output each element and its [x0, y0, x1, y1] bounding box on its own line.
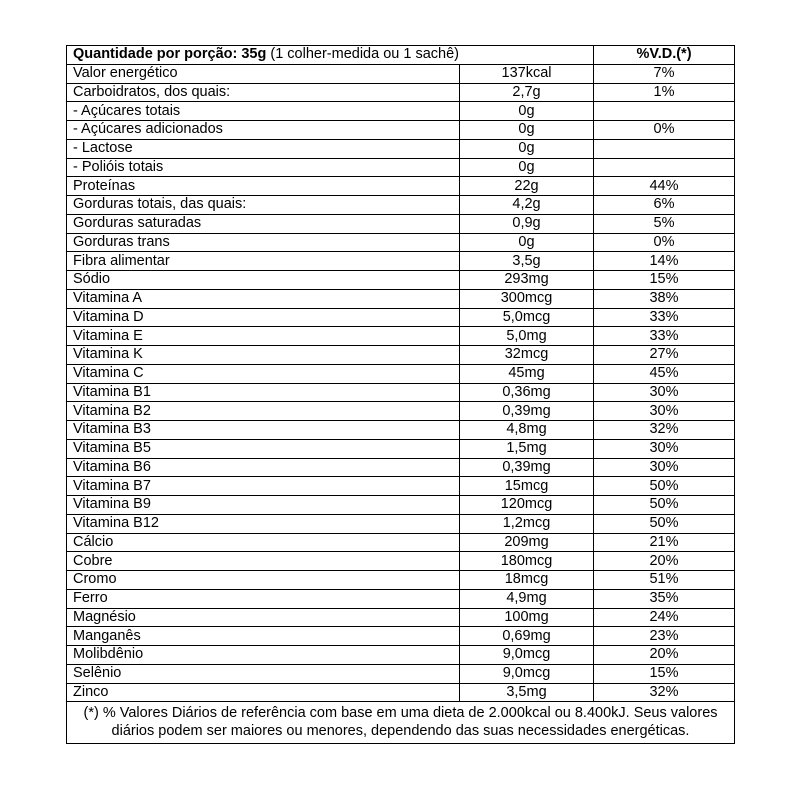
nutrient-name: Gorduras trans — [67, 233, 460, 252]
table-row — [67, 214, 735, 233]
table-row — [67, 158, 735, 177]
nutrient-daily-value: 45% — [594, 364, 735, 383]
nutrient-name: Vitamina E — [67, 327, 460, 346]
table-row — [67, 683, 735, 702]
nutrient-amount: 180mcg — [460, 552, 594, 571]
nutrient-daily-value: 0% — [594, 121, 735, 140]
nutrient-name: Vitamina D — [67, 308, 460, 327]
nutrient-daily-value: 1% — [594, 83, 735, 102]
nutrient-amount: 45mg — [460, 364, 594, 383]
nutrient-amount: 1,5mg — [460, 439, 594, 458]
nutrient-amount: 5,0mcg — [460, 308, 594, 327]
nutrient-daily-value: 30% — [594, 458, 735, 477]
table-row — [67, 327, 735, 346]
table-row — [67, 271, 735, 290]
nutrient-amount: 3,5mg — [460, 683, 594, 702]
serving-size-detail: (1 colher-medida ou 1 sachê) — [266, 46, 459, 63]
nutrient-name: Vitamina B3 — [67, 421, 460, 440]
serving-size-header — [67, 46, 594, 65]
nutrient-name: Ferro — [67, 589, 460, 608]
nutrient-daily-value: 15% — [594, 664, 735, 683]
table-row — [67, 308, 735, 327]
table-row — [67, 646, 735, 665]
nutrient-amount: 0,9g — [460, 214, 594, 233]
table-row — [67, 139, 735, 158]
table-row — [67, 664, 735, 683]
nutrient-name: - Lactose — [67, 139, 460, 158]
nutrient-name: Vitamina B12 — [67, 514, 460, 533]
nutrient-amount: 4,2g — [460, 196, 594, 215]
nutrient-daily-value: 15% — [594, 271, 735, 290]
nutrient-amount: 0,39mg — [460, 458, 594, 477]
nutrient-daily-value: 32% — [594, 683, 735, 702]
nutrient-name: Cromo — [67, 571, 460, 590]
nutrient-daily-value — [594, 102, 735, 121]
nutrient-amount: 0g — [460, 158, 594, 177]
nutrient-amount: 100mg — [460, 608, 594, 627]
table-row — [67, 571, 735, 590]
table-row — [67, 608, 735, 627]
nutrient-name: - Açúcares totais — [67, 102, 460, 121]
nutrient-daily-value: 21% — [594, 533, 735, 552]
nutrient-amount: 0g — [460, 233, 594, 252]
nutrient-amount: 120mcg — [460, 496, 594, 515]
table-row — [67, 533, 735, 552]
serving-size-label: Quantidade por porção: 35g — [73, 46, 267, 63]
nutrient-name: Gorduras saturadas — [67, 214, 460, 233]
table-row — [67, 383, 735, 402]
nutrient-amount: 32mcg — [460, 346, 594, 365]
nutrient-name: Cobre — [67, 552, 460, 571]
nutrient-amount: 5,0mg — [460, 327, 594, 346]
nutrient-daily-value — [594, 158, 735, 177]
nutrient-daily-value: 33% — [594, 327, 735, 346]
nutrient-amount: 0g — [460, 102, 594, 121]
nutrient-daily-value: 30% — [594, 439, 735, 458]
nutrient-daily-value: 24% — [594, 608, 735, 627]
nutrient-amount: 22g — [460, 177, 594, 196]
nutrient-amount: 15mcg — [460, 477, 594, 496]
nutrient-amount: 0,69mg — [460, 627, 594, 646]
nutrient-name: Vitamina K — [67, 346, 460, 365]
table-row — [67, 83, 735, 102]
table-row — [67, 421, 735, 440]
table-row — [67, 496, 735, 515]
nutrient-daily-value: 51% — [594, 571, 735, 590]
nutrient-name: - Polióis totais — [67, 158, 460, 177]
nutrient-name: Vitamina A — [67, 289, 460, 308]
nutrient-name: Vitamina B2 — [67, 402, 460, 421]
table-row — [67, 589, 735, 608]
nutrient-amount: 0,39mg — [460, 402, 594, 421]
nutrient-name: Vitamina B1 — [67, 383, 460, 402]
nutrient-name: Magnésio — [67, 608, 460, 627]
table-row — [67, 233, 735, 252]
daily-value-header: %V.D.(*) — [594, 46, 735, 65]
nutrient-name: Selênio — [67, 664, 460, 683]
nutrient-name: Gorduras totais, das quais: — [67, 196, 460, 215]
nutrient-daily-value: 14% — [594, 252, 735, 271]
table-row — [67, 289, 735, 308]
nutrient-daily-value: 44% — [594, 177, 735, 196]
footnote: (*) % Valores Diários de referência com base em uma dieta de 2.000kcal ou 8.400kJ. Seus valores diários podem ser maiores ou menores, dependendo das suas necessidades energéticas. — [67, 702, 735, 744]
nutrient-amount: 2,7g — [460, 83, 594, 102]
nutrient-daily-value: 23% — [594, 627, 735, 646]
table-row — [67, 477, 735, 496]
table-row — [67, 514, 735, 533]
nutrient-daily-value: 50% — [594, 514, 735, 533]
table-row — [67, 364, 735, 383]
nutrient-daily-value: 30% — [594, 383, 735, 402]
table-row — [67, 64, 735, 83]
nutrient-daily-value: 5% — [594, 214, 735, 233]
table-row — [67, 627, 735, 646]
nutrient-rows — [67, 64, 735, 702]
nutrient-name: Vitamina B7 — [67, 477, 460, 496]
nutrient-name: Vitamina B5 — [67, 439, 460, 458]
nutrient-amount: 18mcg — [460, 571, 594, 590]
nutrient-name: Vitamina C — [67, 364, 460, 383]
table-row — [67, 439, 735, 458]
table-row — [67, 196, 735, 215]
nutrient-name: Carboidratos, dos quais: — [67, 83, 460, 102]
table-row — [67, 102, 735, 121]
nutrient-name: - Açúcares adicionados — [67, 121, 460, 140]
nutrient-amount: 209mg — [460, 533, 594, 552]
nutrition-table — [66, 45, 735, 744]
nutrient-amount: 137kcal — [460, 64, 594, 83]
table-row — [67, 552, 735, 571]
table-header-row — [67, 46, 735, 65]
nutrient-name: Manganês — [67, 627, 460, 646]
nutrient-name: Proteínas — [67, 177, 460, 196]
nutrient-amount: 293mg — [460, 271, 594, 290]
nutrient-daily-value: 35% — [594, 589, 735, 608]
nutrient-daily-value: 32% — [594, 421, 735, 440]
nutrient-name: Zinco — [67, 683, 460, 702]
nutrient-amount: 300mcg — [460, 289, 594, 308]
footnote-row — [67, 702, 735, 744]
nutrient-daily-value: 20% — [594, 646, 735, 665]
nutrient-daily-value: 38% — [594, 289, 735, 308]
nutrient-daily-value: 0% — [594, 233, 735, 252]
nutrient-amount: 1,2mcg — [460, 514, 594, 533]
nutrient-daily-value: 7% — [594, 64, 735, 83]
nutrient-daily-value: 27% — [594, 346, 735, 365]
nutrient-amount: 0g — [460, 139, 594, 158]
nutrient-daily-value: 30% — [594, 402, 735, 421]
table-row — [67, 177, 735, 196]
nutrient-name: Vitamina B9 — [67, 496, 460, 515]
nutrient-daily-value — [594, 139, 735, 158]
nutrient-amount: 4,8mg — [460, 421, 594, 440]
table-row — [67, 402, 735, 421]
nutrient-name: Cálcio — [67, 533, 460, 552]
nutrient-name: Vitamina B6 — [67, 458, 460, 477]
nutrient-daily-value: 50% — [594, 477, 735, 496]
nutrition-facts-panel — [66, 45, 734, 744]
table-row — [67, 252, 735, 271]
nutrient-daily-value: 33% — [594, 308, 735, 327]
nutrient-amount: 0g — [460, 121, 594, 140]
nutrient-amount: 0,36mg — [460, 383, 594, 402]
nutrient-name: Molibdênio — [67, 646, 460, 665]
table-row — [67, 458, 735, 477]
table-row — [67, 346, 735, 365]
nutrient-amount: 9,0mcg — [460, 646, 594, 665]
nutrient-daily-value: 50% — [594, 496, 735, 515]
nutrient-name: Sódio — [67, 271, 460, 290]
nutrient-name: Fibra alimentar — [67, 252, 460, 271]
nutrient-daily-value: 6% — [594, 196, 735, 215]
nutrient-amount: 4,9mg — [460, 589, 594, 608]
nutrient-amount: 3,5g — [460, 252, 594, 271]
nutrient-name: Valor energético — [67, 64, 460, 83]
nutrient-amount: 9,0mcg — [460, 664, 594, 683]
table-row — [67, 121, 735, 140]
nutrient-daily-value: 20% — [594, 552, 735, 571]
